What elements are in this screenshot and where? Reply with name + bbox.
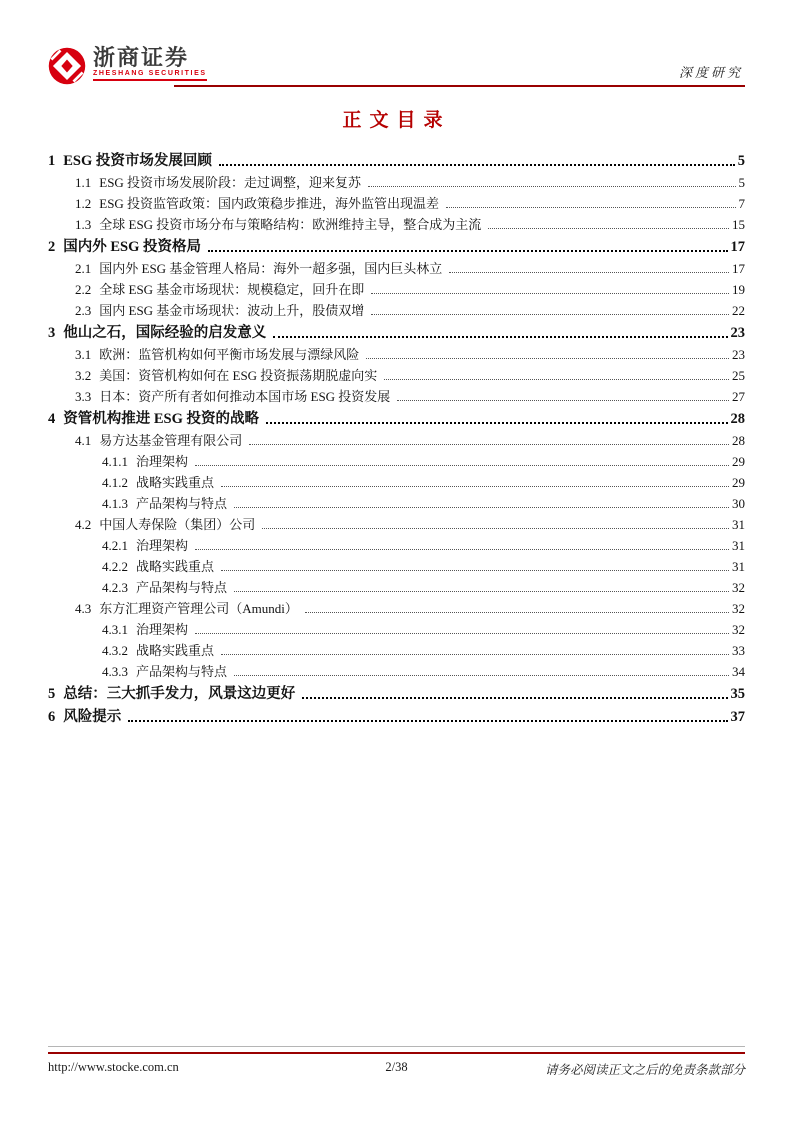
toc-entry-page: 30 <box>732 496 745 511</box>
toc-entry-number: 1.2 <box>75 196 92 211</box>
footer-page-number: 2/38 <box>385 1060 408 1074</box>
toc-entry-number: 1.1 <box>75 175 92 190</box>
toc-leader-dots <box>221 486 729 487</box>
toc-entry-page: 32 <box>732 622 745 637</box>
toc-entry-label: 治理架构 <box>136 622 189 637</box>
toc-entry-label: 国内外 ESG 投资格局 <box>63 239 202 255</box>
toc-entry-page: 32 <box>732 580 745 595</box>
toc-entry[interactable] <box>48 533 745 554</box>
toc-entry-page: 7 <box>738 196 745 211</box>
toc-leader-dots <box>446 207 735 208</box>
toc-entry-number: 4 <box>48 411 56 427</box>
toc-entry-number: 4.3.1 <box>102 622 128 637</box>
toc-entry[interactable] <box>48 596 745 617</box>
toc-entry-label: 欧洲：监管机构如何平衡市场发展与漂绿风险 <box>99 347 360 362</box>
toc-leader-dots <box>266 422 727 424</box>
toc-entry-label: 中国人寿保险（集团）公司 <box>99 517 256 532</box>
toc-leader-dots <box>234 507 729 508</box>
toc-leader-dots <box>368 186 735 187</box>
toc-entry[interactable] <box>48 256 745 277</box>
brand-logo-icon <box>48 47 86 85</box>
toc-entry[interactable] <box>48 470 745 491</box>
toc-leader-dots <box>234 675 729 676</box>
toc-entry[interactable] <box>48 277 745 298</box>
toc-leader-dots <box>302 697 727 699</box>
toc-entry-page: 35 <box>730 686 745 702</box>
toc-entry-page: 34 <box>732 664 745 679</box>
toc-leader-dots <box>195 465 729 466</box>
toc-entry-page: 22 <box>732 303 745 318</box>
toc-leader-dots <box>371 314 729 315</box>
toc-leader-dots <box>449 272 729 273</box>
toc-entry-number: 4.1.1 <box>102 454 128 469</box>
toc-entry-page: 5 <box>737 153 745 169</box>
page-header <box>48 46 745 92</box>
toc-entry[interactable] <box>48 659 745 680</box>
toc-entry-label: 易方达基金管理有限公司 <box>99 433 243 448</box>
toc-entry-number: 5 <box>48 686 56 702</box>
toc-entry-page: 28 <box>732 433 745 448</box>
toc-entry-number: 2 <box>48 239 56 255</box>
toc-entry-number: 6 <box>48 709 56 725</box>
toc-entry-number: 4.3 <box>75 601 92 616</box>
brand-logo-text <box>93 46 207 81</box>
brand-name-en: ZHESHANG SECURITIES <box>93 70 207 78</box>
toc-leader-dots <box>366 358 729 359</box>
toc-entry[interactable] <box>48 363 745 384</box>
toc-entry[interactable] <box>48 703 745 726</box>
toc-entry-label: 国内外 ESG 基金管理人格局：海外一超多强，国内巨头林立 <box>99 261 443 276</box>
toc-entry-page: 32 <box>732 601 745 616</box>
toc-entry-page: 37 <box>730 709 745 725</box>
toc-leader-dots <box>221 570 729 571</box>
toc-entry-number: 3 <box>48 325 56 341</box>
toc-entry-label: 总结：三大抓手发力，风景这边更好 <box>63 686 296 702</box>
toc-entry-label: 日本：资产所有者如何推动本国市场 ESG 投资发展 <box>99 389 391 404</box>
toc-leader-dots <box>249 444 729 445</box>
toc-entry-label: ESG 投资市场发展回顾 <box>63 153 212 169</box>
toc-entry-label: 全球 ESG 投资市场分布与策略结构：欧洲维持主导，整合成为主流 <box>99 217 482 232</box>
toc-entry-label: 产品架构与特点 <box>136 664 228 679</box>
toc-entry[interactable] <box>48 384 745 405</box>
toc-entry-number: 4.2.3 <box>102 580 128 595</box>
toc-leader-dots <box>195 633 729 634</box>
toc-leader-dots <box>397 400 729 401</box>
toc-entry[interactable] <box>48 170 745 191</box>
footer-divider-red <box>48 1052 745 1054</box>
toc-entry-number: 1.3 <box>75 217 92 232</box>
toc-entry[interactable] <box>48 342 745 363</box>
report-type-label: 深度研究 <box>678 65 743 80</box>
toc-entry-number: 3.2 <box>75 368 92 383</box>
toc-entry-label: 美国：资管机构如何在 ESG 投资振荡期脱虚向实 <box>99 368 378 383</box>
toc-entry-number: 2.3 <box>75 303 92 318</box>
toc-leader-dots <box>195 549 729 550</box>
toc-list <box>48 147 745 726</box>
toc-entry-label: 国内 ESG 基金市场现状：波动上升，股债双增 <box>99 303 365 318</box>
toc-leader-dots <box>273 336 727 338</box>
toc-leader-dots <box>305 612 729 613</box>
toc-entry-number: 4.3.2 <box>102 643 128 658</box>
toc-entry-number: 2.1 <box>75 261 92 276</box>
toc-entry-label: 他山之石，国际经验的启发意义 <box>63 325 267 341</box>
toc-leader-dots <box>219 164 735 166</box>
toc-entry-number: 4.3.3 <box>102 664 128 679</box>
toc-entry[interactable] <box>48 638 745 659</box>
toc-entry-page: 23 <box>732 347 745 362</box>
toc-entry-page: 27 <box>732 389 745 404</box>
toc-entry-label: ESG 投资监管政策：国内政策稳步推进，海外监管出现温差 <box>99 196 440 211</box>
toc-entry[interactable] <box>48 212 745 233</box>
toc-entry-label: 产品架构与特点 <box>136 580 228 595</box>
toc-entry-label: 全球 ESG 基金市场现状：规模稳定，回升在即 <box>99 282 365 297</box>
toc-entry-label: 战略实践重点 <box>136 643 215 658</box>
footer-website-link[interactable]: http://www.stocke.com.cn <box>48 1060 179 1074</box>
toc-entry-label: 产品架构与特点 <box>136 496 228 511</box>
brand-name-cn: 浙商证券 <box>93 45 190 70</box>
toc-entry-page: 17 <box>732 261 745 276</box>
toc-entry[interactable] <box>48 617 745 638</box>
toc-entry[interactable] <box>48 191 745 212</box>
footer-disclaimer: 请务必阅读正文之后的免责条款部分 <box>544 1063 745 1077</box>
toc-entry-label: 战略实践重点 <box>136 475 215 490</box>
footer-divider-gray <box>48 1046 745 1047</box>
toc-entry-label: 资管机构推进 ESG 投资的战略 <box>63 411 260 427</box>
toc-entry[interactable] <box>48 575 745 596</box>
toc-entry-page: 31 <box>732 538 745 553</box>
toc-entry[interactable] <box>48 428 745 449</box>
toc-entry-page: 29 <box>732 454 745 469</box>
toc-leader-dots <box>384 379 729 380</box>
toc-entry-number: 1 <box>48 153 56 169</box>
toc-entry-page: 33 <box>732 643 745 658</box>
toc-entry-number: 3.3 <box>75 389 92 404</box>
toc-entry-page: 29 <box>732 475 745 490</box>
toc-entry-label: ESG 投资市场发展阶段：走过调整，迎来复苏 <box>99 175 362 190</box>
toc-entry-number: 4.2.1 <box>102 538 128 553</box>
toc-entry-label: 东方汇理资产管理公司（Amundi） <box>99 601 298 616</box>
toc-entry-label: 治理架构 <box>136 454 189 469</box>
toc-entry-page: 19 <box>732 282 745 297</box>
toc-entry[interactable] <box>48 512 745 533</box>
toc-leader-dots <box>208 250 727 252</box>
toc-entry-page: 23 <box>730 325 745 341</box>
toc-entry-page: 31 <box>732 517 745 532</box>
toc-entry[interactable] <box>48 554 745 575</box>
toc-entry[interactable] <box>48 147 745 170</box>
toc-entry[interactable] <box>48 298 745 319</box>
toc-leader-dots <box>221 654 729 655</box>
page-footer <box>48 1046 745 1078</box>
toc-entry[interactable] <box>48 680 745 703</box>
toc-entry-page: 31 <box>732 559 745 574</box>
toc-leader-dots <box>371 293 729 294</box>
toc-entry-number: 4.2 <box>75 517 92 532</box>
toc-entry-number: 4.1.2 <box>102 475 128 490</box>
toc-entry-page: 28 <box>730 411 745 427</box>
header-divider <box>174 85 745 87</box>
toc-entry-number: 3.1 <box>75 347 92 362</box>
toc-leader-dots <box>488 228 729 229</box>
toc-entry[interactable] <box>48 233 745 256</box>
toc-entry-page: 5 <box>738 175 745 190</box>
toc-entry[interactable] <box>48 319 745 342</box>
toc-entry-label: 治理架构 <box>136 538 189 553</box>
toc-entry-number: 4.2.2 <box>102 559 128 574</box>
toc-entry-page: 25 <box>732 368 745 383</box>
toc-entry-number: 4.1.3 <box>102 496 128 511</box>
toc-entry-label: 风险提示 <box>63 709 122 725</box>
toc-entry[interactable] <box>48 491 745 512</box>
toc-entry-label: 战略实践重点 <box>136 559 215 574</box>
toc-entry[interactable] <box>48 405 745 428</box>
toc-leader-dots <box>262 528 729 529</box>
toc-leader-dots <box>128 720 727 722</box>
toc-entry-number: 2.2 <box>75 282 92 297</box>
toc-entry-page: 15 <box>732 217 745 232</box>
brand-logo <box>48 46 745 85</box>
toc-leader-dots <box>234 591 729 592</box>
footer-row <box>48 1060 745 1078</box>
toc-entry-page: 17 <box>730 239 745 255</box>
toc-title: 正文目录 <box>342 110 451 131</box>
toc-entry[interactable] <box>48 449 745 470</box>
toc-entry-number: 4.1 <box>75 433 92 448</box>
